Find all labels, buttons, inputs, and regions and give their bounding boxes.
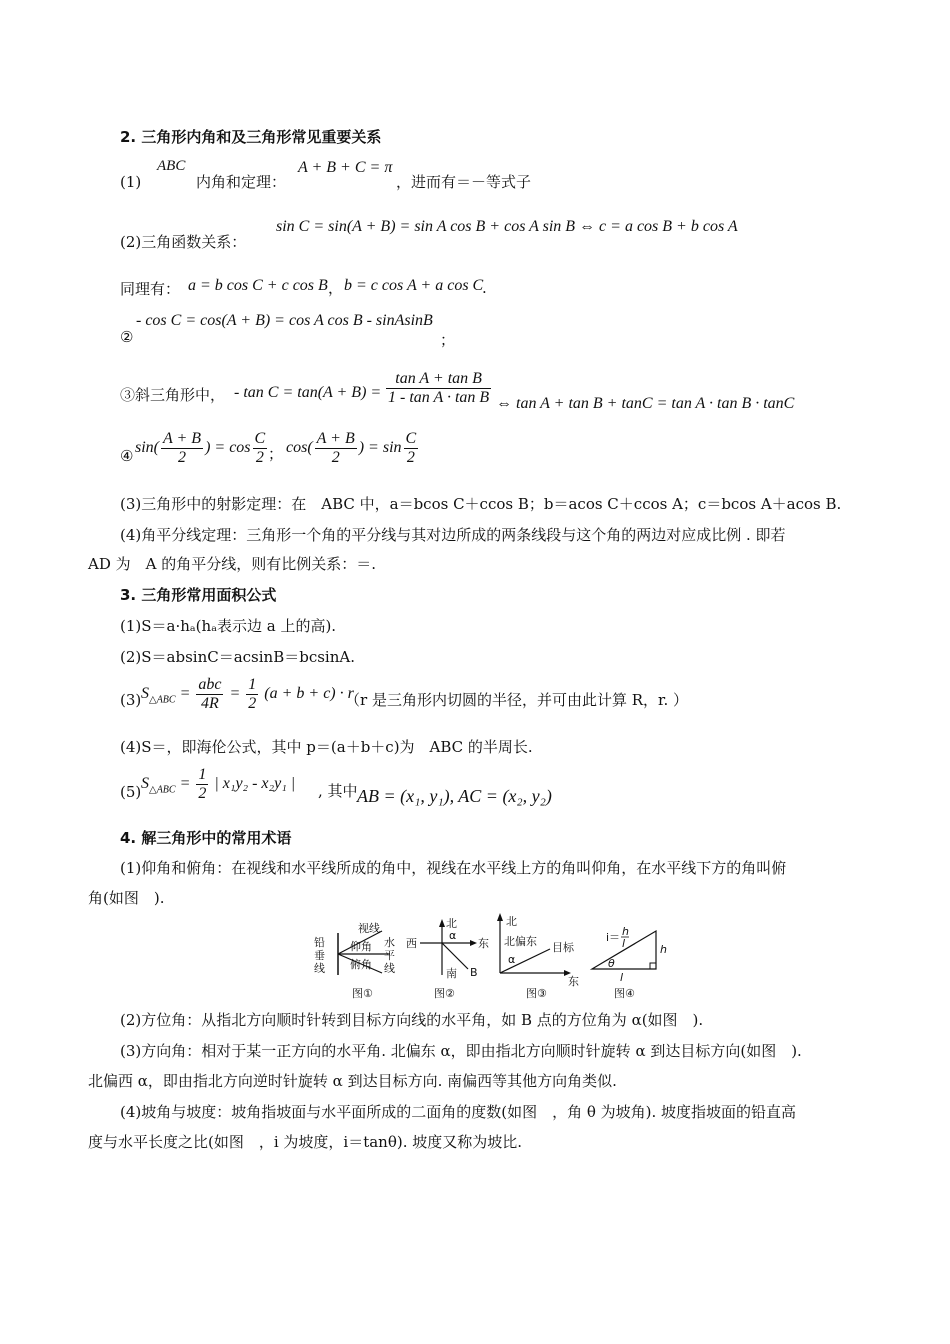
area-5-half-den: 2 bbox=[198, 785, 207, 802]
term-1-line-2: 角(如图 ). bbox=[88, 889, 165, 907]
fig4-theta: θ bbox=[608, 957, 615, 970]
item-2-formula: sin C = sin(A + B) = sin A cos B + cos A sin B ⇔ c = a cos B + b cos A bbox=[276, 218, 738, 235]
f1-mid: ) = cos bbox=[205, 439, 251, 457]
f1-num2: C bbox=[254, 430, 266, 447]
f2-num2: C bbox=[405, 430, 417, 447]
fig1-vertical-3: 线 bbox=[314, 962, 325, 975]
item-2-label: (2)三角函数关系： bbox=[120, 233, 247, 251]
fig4-caption: 图④ bbox=[614, 987, 635, 1000]
area-3-note: （r 是三角形内切圆的半径，并可由此计算 R，r. ） bbox=[345, 691, 689, 709]
fig3-east: 东 bbox=[568, 975, 579, 988]
area-3-number: (3) bbox=[120, 691, 142, 709]
f1-den: 2 bbox=[178, 449, 187, 466]
fig4-h: h bbox=[660, 943, 667, 956]
f1-num: A + B bbox=[163, 430, 202, 447]
area-3-half-num: 1 bbox=[248, 676, 257, 693]
same-formula-2: b = c cos A + a cos C bbox=[344, 277, 484, 294]
fig4-frac-h: h bbox=[622, 925, 629, 938]
area-5-mid: , 其中 bbox=[318, 782, 358, 800]
tan-denominator: 1 - tan A · tan B bbox=[388, 389, 490, 406]
fig1-depression: 俯角 bbox=[350, 958, 372, 971]
fig1-vertical-2: 垂 bbox=[314, 949, 325, 962]
fig1-horiz-3: 线 bbox=[384, 962, 395, 975]
figure-2 bbox=[406, 917, 489, 1000]
area-4: (4)S＝，即海伦公式，其中 p＝(a＋b＋c)为 ABC 的半周长. bbox=[120, 738, 533, 756]
area-5-number: (5) bbox=[120, 783, 142, 801]
fig2-east: 东 bbox=[478, 937, 489, 950]
item-1-formula: A + B + C = π bbox=[298, 159, 393, 176]
half-angle-formula-1 bbox=[135, 430, 269, 467]
fig1-elevation: 仰角 bbox=[350, 940, 372, 953]
fig3-alpha: α bbox=[508, 953, 516, 966]
bisector-theorem-1: (4)角平分线定理：三角形一个角的平分线与其对边所成的两条线段与这个角的两边对应成比例 . 即若 bbox=[120, 526, 786, 544]
fig3-north: 北 bbox=[506, 915, 517, 928]
area-3-half-den: 2 bbox=[248, 695, 257, 712]
f2-den: 2 bbox=[331, 449, 340, 466]
item-1-number: (1) bbox=[120, 173, 142, 191]
cos-number: ② bbox=[120, 328, 134, 346]
half-angle-formula-2 bbox=[286, 430, 420, 467]
tan-label: ③斜三角形中， bbox=[120, 386, 226, 404]
area-3-eq2: = bbox=[229, 685, 241, 703]
fig4-l: l bbox=[620, 971, 624, 984]
area-5-s: S bbox=[141, 775, 149, 793]
tan-left: - tan C = tan(A + B) = bbox=[234, 384, 382, 401]
same-end: . bbox=[482, 279, 487, 297]
tan-numerator: tan A + tan B bbox=[386, 370, 491, 389]
term-4-line-1: (4)坡角与坡度：坡角指坡面与水平面所成的二面角的度数(如图 ，角 θ 为坡角). 坡度指坡面的铅直高 bbox=[120, 1103, 797, 1121]
f2-mid: ) = sin bbox=[358, 439, 402, 457]
term-4-line-2: 度与水平长度之比(如图 ，i 为坡度，i＝tanθ). 坡度又称为坡比. bbox=[88, 1133, 523, 1151]
fig1-horiz-2: 平 bbox=[384, 949, 395, 962]
area-3-formula bbox=[141, 676, 354, 713]
item-1-text: 内角和定理： bbox=[196, 173, 287, 191]
figure-1 bbox=[314, 921, 395, 1000]
fig1-vertical-1: 铅 bbox=[314, 936, 325, 949]
figure-4 bbox=[592, 925, 667, 1000]
tan-fraction bbox=[386, 370, 491, 407]
fig1-caption: 图① bbox=[352, 987, 373, 1000]
fig3-label: 北偏东 bbox=[504, 935, 537, 948]
fig2-south: 南 bbox=[446, 967, 457, 980]
area-2: (2)S＝absinC＝acsinB＝bcsinA. bbox=[120, 648, 355, 666]
area-5-abs: | x₁y₂ - x₂y₁ | bbox=[214, 775, 296, 793]
term-1-line-1: (1)仰角和俯角：在视线和水平线所成的角中，视线在水平线上方的角叫仰角，在水平线下方的角叫俯 bbox=[120, 859, 787, 877]
projection-theorem: (3)三角形中的射影定理：在 ABC 中，a＝bcos C＋ccos B；b＝acos C＋ccos A；c＝bcos A＋acos B. bbox=[120, 495, 842, 513]
area-5-formula bbox=[141, 766, 295, 803]
f2-den2: 2 bbox=[406, 449, 415, 466]
area-1: (1)S＝a·hₐ(hₐ表示边 a 上的高). bbox=[120, 617, 337, 635]
half-angle-number: ④ bbox=[120, 447, 134, 465]
area-3-tail: (a + b + c) · r bbox=[264, 685, 354, 703]
fig2-north: 北 bbox=[446, 917, 457, 930]
fig3-caption: 图③ bbox=[526, 987, 547, 1000]
area-5-eq: = bbox=[179, 775, 191, 793]
bisector-theorem-2: AD 为 A 的角平分线，则有比例关系：＝. bbox=[88, 555, 376, 573]
section-2-title: 2. 三角形内角和及三角形常见重要关系 bbox=[120, 128, 382, 146]
fig1-horiz-1: 水 bbox=[384, 936, 395, 949]
area-3-sub: △ABC bbox=[149, 694, 176, 706]
term-3-line-2: 北偏西 α，即由指北方向逆时针旋转 α 到达目标方向. 南偏西等其他方向角类似. bbox=[88, 1072, 617, 1090]
f1-prefix: sin( bbox=[135, 439, 159, 457]
term-2: (2)方位角：从指北方向顺时针转到目标方向线的水平角，如 B 点的方位角为 α(如图 ). bbox=[120, 1011, 704, 1029]
figure-3 bbox=[497, 913, 579, 1000]
tan-right: ⇔ tan A + tan B + tanC = tan A · tan B · tanC bbox=[496, 395, 795, 412]
area-5-half-num: 1 bbox=[198, 766, 207, 783]
f1-den2: 2 bbox=[255, 449, 264, 466]
fig4-frac-l: l bbox=[622, 937, 626, 950]
item-1-abc: ABC bbox=[157, 158, 186, 174]
fig2-caption: 图② bbox=[434, 987, 455, 1000]
area-3-frac-num: abc bbox=[198, 676, 222, 693]
f2-prefix: cos( bbox=[286, 439, 313, 457]
fig2-alpha: α bbox=[449, 929, 457, 942]
section-4-title: 4. 解三角形中的常用术语 bbox=[120, 829, 292, 847]
area-5-sub: △ABC bbox=[149, 784, 176, 796]
area-5-vectors: AB = (x₁, y₁), AC = (x₂, y₂) bbox=[357, 786, 552, 806]
fig2-west: 西 bbox=[406, 937, 417, 950]
half-angle-sep: ； bbox=[268, 445, 284, 463]
f2-num: A + B bbox=[316, 430, 355, 447]
area-3-s: S bbox=[141, 685, 149, 703]
same-label: 同理有： bbox=[120, 280, 181, 298]
section-3-title: 3. 三角形常用面积公式 bbox=[120, 586, 277, 604]
terms-figures bbox=[310, 913, 680, 1003]
cos-formula: - cos C = cos(A + B) = cos A cos B - sinAsinB bbox=[136, 312, 433, 329]
fig2-b: B bbox=[470, 966, 478, 979]
fig3-target: 目标 bbox=[552, 941, 574, 954]
same-formula-1: a = b cos C + c cos B bbox=[188, 277, 328, 294]
fig4-i: i＝ bbox=[606, 931, 621, 944]
fig1-sight: 视线 bbox=[358, 922, 380, 935]
term-3-line-1: (3)方向角：相对于某一正方向的水平角. 北偏东 α，即由指北方向顺时针旋转 α 到达目标方向(如图 ). bbox=[120, 1042, 802, 1060]
cos-end: ； bbox=[440, 331, 456, 349]
area-3-eq: = bbox=[179, 685, 191, 703]
same-sep: ， bbox=[328, 279, 344, 297]
item-1-tail: ，进而有＝－等式子 bbox=[396, 173, 532, 191]
area-3-frac-den: 4R bbox=[201, 695, 219, 712]
